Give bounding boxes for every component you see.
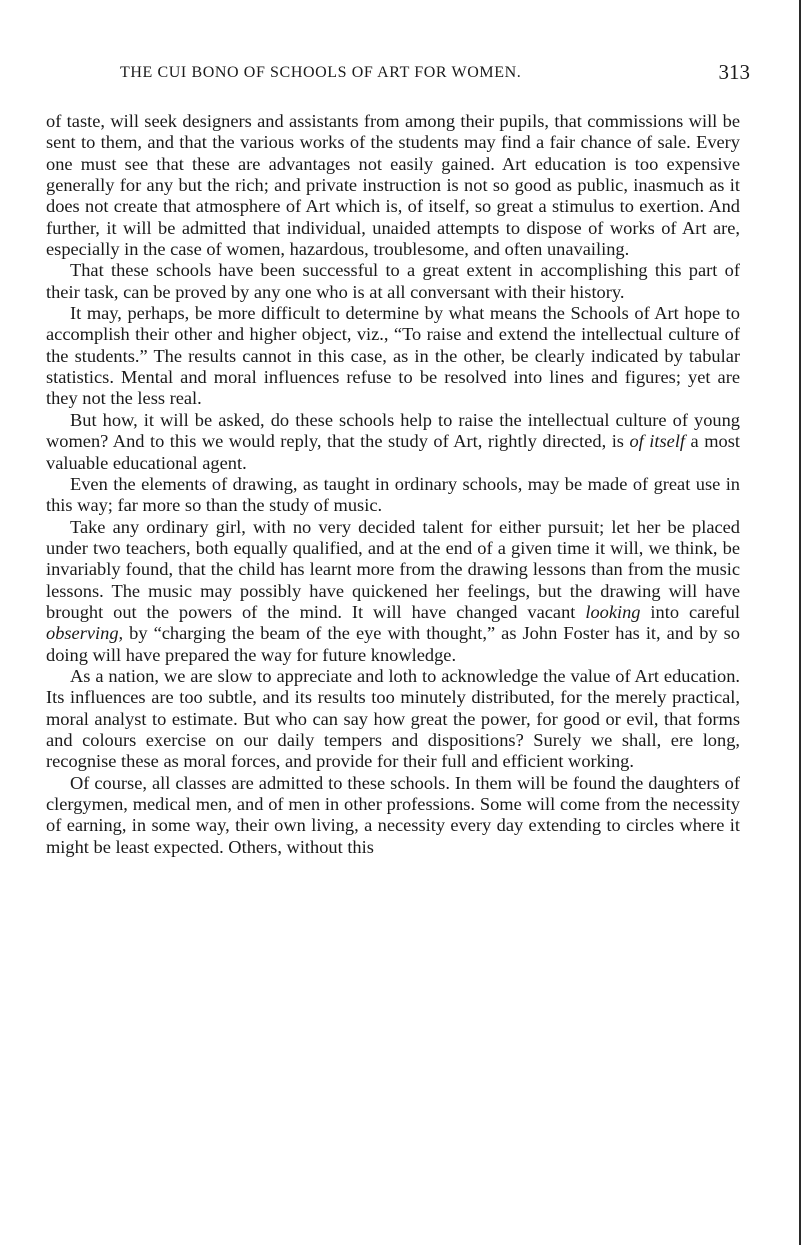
page-number: 313: [718, 60, 750, 84]
text-run: by “charging the beam of the eye with thought,” as John Foster has it, and by so doing will have prepared the way for future knowledge.: [46, 623, 740, 665]
text-run: As a nation, we are slow to appreciate and loth to acknowledge the value of Art education. Its influences are too subtle, and its results too minutely distributed, for the merely practical, moral analyst to estimate. But who can say how great the power, for good or evil, that forms and colours exercise on our daily tempers and dispositions? Surely we shall, ere long, recognise these as moral forces, and provide for their full and efficient working.: [46, 665, 740, 772]
body-text: [46, 111, 740, 858]
paragraph-p5: [46, 474, 740, 517]
paragraph-p8: [46, 773, 740, 858]
italic-text: observing,: [46, 623, 124, 644]
text-run: But how, it will be asked, do these schools help to raise the intellectual culture of young women? And to this we would reply, that the study of Art, rightly directed, is: [46, 409, 740, 452]
text-run: That these schools have been successful to a great extent in accomplishing this part of their task, can be proved by any one who is at all conversant with their history.: [46, 260, 740, 302]
page-header: [110, 60, 750, 90]
italic-text: of itself: [629, 431, 686, 452]
paragraph-p2: [46, 260, 740, 303]
paragraph-p6: [46, 517, 740, 666]
paragraph-p3: [46, 303, 740, 410]
paragraph-p7: [46, 666, 740, 773]
text-run: a most valuable educational agent.: [46, 431, 740, 473]
text-run: Take any ordinary girl, with no very decided talent for either pursuit; let her be placed under two teachers, both equally qualified, and at the end of a given time it will, we think, be invariably found, that the child has learnt more from the drawing lessons than from the music lessons. The music may possibly have quickened her feelings, but the drawing will have brought out the powers of the mind. It will have changed vacant: [46, 516, 740, 622]
text-run: of taste, will seek designers and assistants from among their pupils, that commissions will be sent to them, and that the various works of the students may find a fair chance of sale. Every one must see that these are advantages not easily gained. Art education is too expensive generally for any but the rich; and private instruction is not so good as public, inasmuch as it does not create that atmosphere of Art which is, of itself, so great a stimulus to exertion. And further, it will be admitted that individual, unaided attempts to dispose of works of Art are, especially in the case of women, hazardous, troublesome, and often unavailing.: [46, 111, 740, 260]
text-run: It may, perhaps, be more difficult to determine by what means the Schools of Art hope to accomplish their other and higher object, viz., “To raise and extend the intellectual culture of the students.” The results cannot in this case, as in the other, be clearly indicated by tabular statistics. Mental and moral influences refuse to be resolved into lines and figures; yet are they not the less real.: [46, 303, 740, 409]
text-run: into careful: [640, 601, 740, 622]
paragraph-p4: [46, 410, 740, 474]
italic-text: looking: [585, 601, 641, 622]
paragraph-p1: [46, 111, 740, 260]
text-run: Of course, all classes are admitted to these schools. In them will be found the daughters of clergymen, medical men, and of men in other professions. Some will come from the necessity of earning, in some way, their own living, a necessity every day extending to circles where it might be least expected. Others, without this: [46, 772, 740, 857]
running-head: THE CUI BONO OF SCHOOLS OF ART FOR WOMEN.: [120, 64, 522, 81]
text-run: Even the elements of drawing, as taught in ordinary schools, may be made of great use in this way; far more so than the study of music.: [46, 473, 740, 516]
